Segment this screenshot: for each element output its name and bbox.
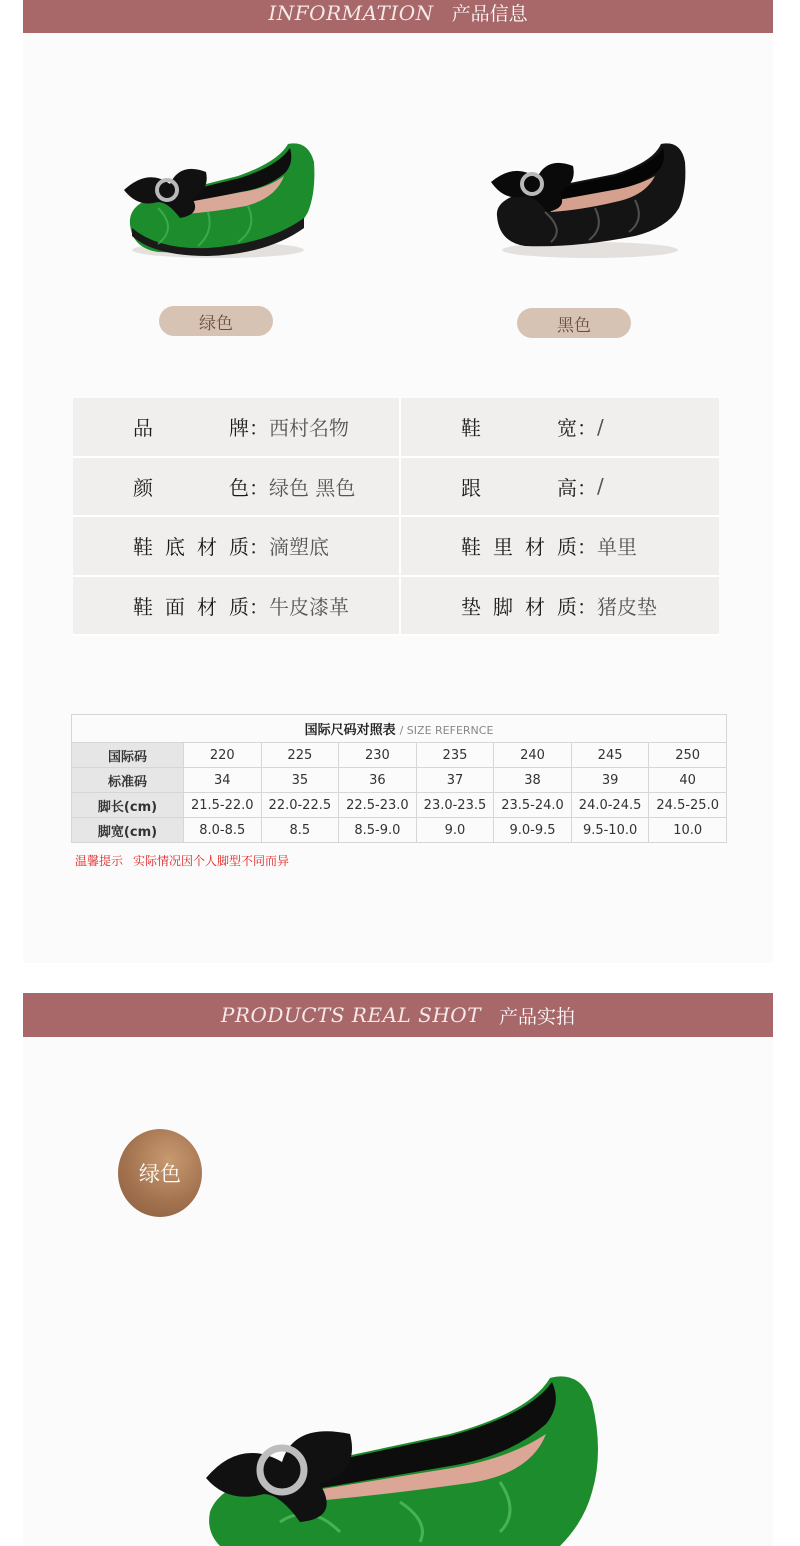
size-cell: 10.0 [649,818,727,843]
banner-title-cn: 产品信息 [451,3,528,25]
spec-upper: 鞋面材质 ： 牛皮漆革 [73,577,399,635]
size-cell: 245 [571,743,649,768]
size-cell: 23.0-23.5 [416,793,494,818]
size-row [72,743,727,768]
color-tag-black[interactable]: 黑色 [517,308,631,338]
banner-title-en: PRODUCTS REAL SHOT [220,1003,482,1027]
spec-value: / [597,414,604,439]
size-cell: 220 [184,743,262,768]
size-row-header: 国际码 [72,743,184,768]
size-cell: 235 [416,743,494,768]
spec-value: 西村名物 [269,416,349,441]
spec-width: 鞋宽 ： / [401,398,719,456]
size-cell: 230 [339,743,417,768]
spec-key: 跟高 [461,475,577,500]
size-table [71,714,727,843]
green-shoe-large-image [200,1372,610,1546]
tip-label: 温馨提示 [75,854,124,868]
spec-lining: 鞋里材质 ： 单里 [401,517,719,575]
black-shoe-image [485,132,695,262]
size-row [72,818,727,843]
size-row-header: 脚宽(cm) [72,818,184,843]
size-chart [71,714,727,843]
spec-sole: 鞋底材质 ： 滴塑底 [73,517,399,575]
spec-brand: 品牌 ： 西村名物 [73,398,399,456]
size-cell: 8.0-8.5 [184,818,262,843]
size-cell: 8.5 [261,818,339,843]
banner-title-en: INFORMATION [268,0,434,25]
size-row-header: 标准码 [72,768,184,793]
banner-title-cn: 产品实拍 [499,1005,576,1028]
size-cell: 37 [416,768,494,793]
spec-value: 牛皮漆革 [269,594,349,619]
size-cell: 250 [649,743,727,768]
spec-value: 猪皮垫 [597,594,657,619]
spec-value: / [597,474,604,499]
spec-key: 垫脚材质 [461,594,577,619]
size-row [72,793,727,818]
information-banner [23,0,773,33]
size-cell: 9.0 [416,818,494,843]
spec-color: 颜色 ： 绿色 黑色 [73,458,399,516]
size-cell: 24.0-24.5 [571,793,649,818]
spec-key: 颜色 [133,475,249,500]
spec-table [73,398,719,636]
size-cell: 225 [261,743,339,768]
spec-key: 鞋里材质 [461,535,577,560]
real-shot-color-badge: 绿色 [118,1129,202,1217]
green-shoe-image [118,132,318,262]
size-cell: 22.5-23.0 [339,793,417,818]
color-tag-green[interactable]: 绿色 [159,306,273,336]
spec-value: 绿色 黑色 [269,475,356,500]
size-cell: 38 [494,768,572,793]
size-cell: 9.5-10.0 [571,818,649,843]
spec-value: 滴塑底 [269,535,329,560]
spec-insole: 垫脚材质 ： 猪皮垫 [401,577,719,635]
size-cell: 36 [339,768,417,793]
size-cell: 24.5-25.0 [649,793,727,818]
size-cell: 22.0-22.5 [261,793,339,818]
spec-key: 鞋面材质 [133,594,249,619]
real-shot-banner [23,993,773,1037]
size-cell: 34 [184,768,262,793]
spec-key: 品牌 [133,416,249,441]
size-tip [75,852,299,869]
size-cell: 8.5-9.0 [339,818,417,843]
size-row [72,768,727,793]
size-cell: 23.5-24.0 [494,793,572,818]
size-cell: 9.0-9.5 [494,818,572,843]
spec-key: 鞋宽 [461,416,577,441]
tip-text: 实际情况因个人脚型不同而异 [133,854,290,868]
size-row-header: 脚长(cm) [72,793,184,818]
size-cell: 240 [494,743,572,768]
size-cell: 35 [261,768,339,793]
size-cell: 21.5-22.0 [184,793,262,818]
spec-value: 单里 [597,535,637,560]
size-cell: 40 [649,768,727,793]
size-table-title: 国际尺码对照表 / SIZE REFERNCE [72,715,727,743]
spec-key: 鞋底材质 [133,535,249,560]
size-cell: 39 [571,768,649,793]
spec-heel: 跟高 ： / [401,458,719,516]
